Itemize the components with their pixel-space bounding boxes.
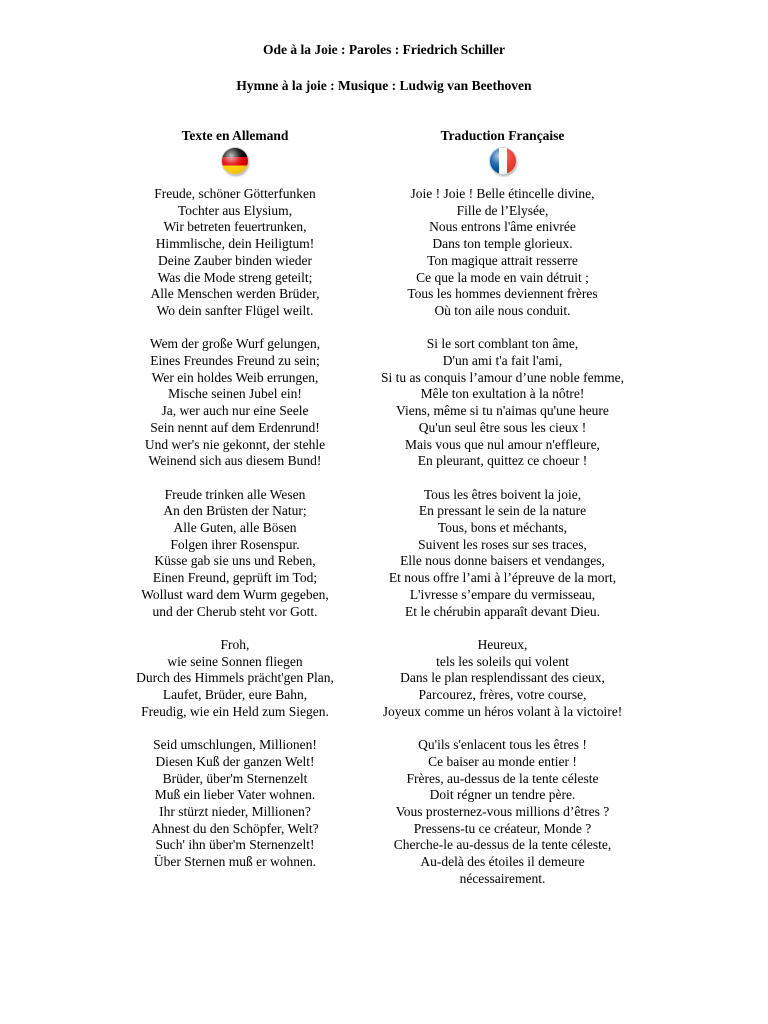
verse-line: Weinend sich aus diesem Bund!: [148, 453, 322, 469]
verse-line: Wollust ward dem Wurm gegeben,: [141, 586, 329, 602]
verse-line: Fille de l’Elysée,: [456, 202, 549, 218]
verse-line: Wo dein sanfter Flügel weilt.: [156, 302, 314, 318]
stanza: [350, 487, 655, 621]
verse-line: Und wer's nie gekonnt, der stehle: [144, 436, 326, 452]
verse-line: L'ivresse s’empare du vermisseau,: [409, 586, 596, 602]
verse-line: nécessairement.: [459, 870, 546, 886]
verse-line: Tous les hommes deviennent frères: [407, 286, 598, 302]
verse-line: An den Brüsten der Natur;: [163, 503, 307, 519]
verse-line: Brüder, über'm Sternenzelt: [162, 770, 308, 786]
verse-line: Tochter aus Elysium,: [177, 202, 293, 218]
verse-line: Was die Mode streng geteilt;: [157, 269, 313, 285]
verse-line: Einen Freund, geprüft im Tod;: [152, 570, 318, 586]
france-flag-icon: [490, 148, 516, 174]
verse-line: Wem der große Wurf gelungen,: [149, 336, 321, 352]
verse-line: Qu'ils s'enlacent tous les êtres !: [418, 737, 587, 753]
verse-line: Himmlische, dein Heiligtum!: [155, 236, 315, 252]
german-column-heading: Texte en Allemand: [181, 128, 289, 143]
verse-line: Et nous offre l’ami à l’épreuve de la mort,: [388, 570, 617, 586]
verse-line: Diesen Kuß der ganzen Welt!: [155, 753, 315, 769]
verse-line: Muß ein lieber Vater wohnen.: [154, 787, 316, 803]
verse-line: Viens, même si tu n'aimas qu'une heure: [396, 403, 609, 419]
french-column-heading: Traduction Française: [440, 128, 565, 143]
verse-line: tels les soleils qui volent: [436, 653, 569, 669]
verse-line: Ja, wer auch nur eine Seele: [161, 403, 309, 419]
verse-line: Qu'un seul être sous les cieux !: [418, 419, 587, 435]
document-subtitle: Hymne à la joie : Musique : Ludwig van Beethoven: [236, 78, 532, 93]
stanza: [115, 186, 355, 320]
document-title: Ode à la Joie : Paroles : Friedrich Schiller: [263, 42, 505, 57]
verse-line: Elle nous donne baisers et vendanges,: [400, 553, 605, 569]
verse-line: Mêle ton exultation à la nôtre!: [420, 386, 585, 402]
verse-line: Tous les êtres boivent la joie,: [423, 486, 582, 502]
verse-line: Frères, au-dessus de la tente céleste: [406, 770, 599, 786]
stanza: [350, 637, 655, 721]
verse-line: Dans le plan resplendissant des cieux,: [400, 670, 605, 686]
verse-line: Vous prosternez-vous millions d’êtres ?: [395, 803, 610, 819]
verse-line: Ton magique attrait resserre: [427, 252, 578, 268]
verse-line: Ahnest du den Schöpfer, Welt?: [151, 820, 319, 836]
verse-line: Laufet, Brüder, eure Bahn,: [162, 687, 308, 703]
verse-line: Parcourez, frères, votre course,: [418, 687, 587, 703]
verse-line: Deine Zauber binden wieder: [157, 252, 313, 268]
verse-line: Suivent les roses sur ses traces,: [418, 536, 587, 552]
verse-line: Sein nennt auf dem Erdenrund!: [150, 419, 320, 435]
stanza: [350, 737, 655, 887]
verse-line: En pressant le sein de la nature: [418, 503, 587, 519]
french-stanzas: [350, 186, 655, 887]
verse-line: Si tu as conquis l’amour d’une noble femme,: [381, 369, 624, 385]
verse-line: Alle Guten, alle Bösen: [173, 520, 297, 536]
verse-line: Heureux,: [477, 636, 528, 652]
german-stanzas: [115, 186, 355, 871]
verse-line: Freudig, wie ein Held zum Siegen.: [141, 703, 329, 719]
verse-line: Durch des Himmels prächt'gen Plan,: [136, 670, 334, 686]
stanza: [350, 336, 655, 470]
verse-line: Ce que la mode en vain détruit ;: [416, 269, 589, 285]
verse-line: Such' ihn über'm Sternenzelt!: [155, 837, 315, 853]
verse-line: Joyeux comme un héros volant à la victoire!: [382, 703, 623, 719]
verse-line: Über Sternen muß er wohnen.: [153, 854, 317, 870]
verse-line: D'un ami t'a fait l'ami,: [442, 353, 563, 369]
verse-line: En pleurant, quittez ce choeur !: [417, 453, 588, 469]
verse-line: Mais vous que nul amour n'effleure,: [405, 436, 600, 452]
verse-line: Wir betreten feuertrunken,: [163, 219, 307, 235]
verse-line: Alle Menschen werden Brüder,: [150, 286, 320, 302]
verse-line: Doit régner un tendre père.: [429, 787, 576, 803]
verse-line: wie seine Sonnen fliegen: [167, 653, 303, 669]
verse-line: Joie ! Joie ! Belle étincelle divine,: [410, 186, 595, 201]
stanza: [115, 487, 355, 621]
verse-line: Cherche-le au-dessus de la tente céleste,: [393, 837, 612, 853]
verse-line: Seid umschlungen, Millionen!: [153, 737, 317, 753]
verse-line: Küsse gab sie uns und Reben,: [154, 553, 316, 569]
german-text-column: [115, 128, 355, 887]
verse-line: Mische seinen Jubel ein!: [168, 386, 302, 402]
stanza: [115, 637, 355, 721]
french-text-column: [350, 128, 655, 904]
verse-line: Folgen ihrer Rosenspur.: [170, 536, 300, 552]
verse-line: Ihr stürzt nieder, Millionen?: [159, 803, 311, 819]
verse-line: und der Cherub steht vor Gott.: [152, 603, 318, 619]
stanza: [115, 737, 355, 871]
verse-line: Froh,: [220, 636, 250, 652]
verse-line: Si le sort comblant ton âme,: [426, 336, 579, 352]
stanza: [115, 336, 355, 470]
stanza: [350, 186, 655, 320]
verse-line: Freude, schöner Götterfunken: [154, 186, 316, 201]
verse-line: Et le chérubin apparaît devant Dieu.: [405, 603, 600, 619]
verse-line: Au-delà des étoiles il demeure: [420, 854, 585, 870]
verse-line: Nous entrons l'âme enivrée: [429, 219, 576, 235]
germany-flag-icon: [222, 148, 248, 174]
verse-line: Eines Freundes Freund zu sein;: [150, 353, 320, 369]
verse-line: Dans ton temple glorieux.: [432, 236, 573, 252]
verse-line: Wer ein holdes Weib errungen,: [151, 369, 319, 385]
verse-line: Tous, bons et méchants,: [437, 520, 568, 536]
verse-line: Ce baiser au monde entier !: [428, 753, 577, 769]
verse-line: Pressens-tu ce créateur, Monde ?: [413, 820, 592, 836]
verse-line: Où ton aile nous conduit.: [434, 302, 571, 318]
verse-line: Freude trinken alle Wesen: [164, 486, 306, 502]
